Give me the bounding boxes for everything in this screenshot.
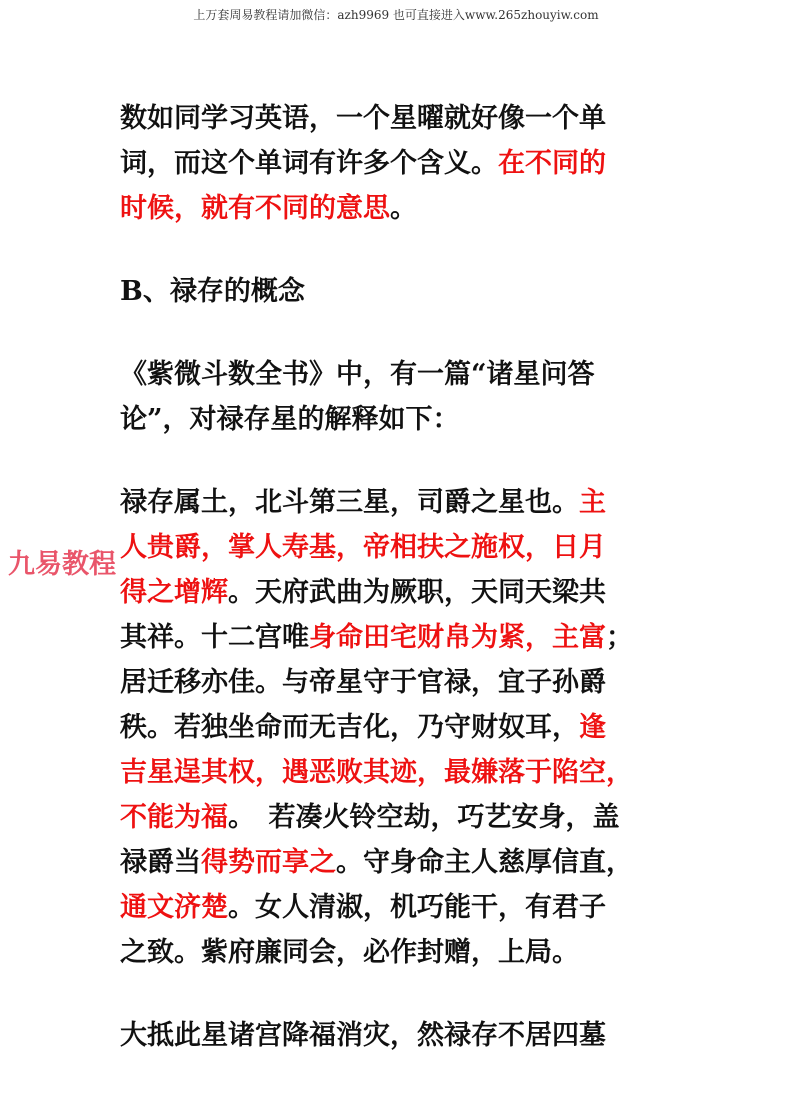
- paragraph-gap: [120, 442, 680, 480]
- body-text: 秩。若独坐命而无吉化，乃守财奴耳，: [120, 712, 579, 743]
- highlighted-text: 得之增辉: [120, 577, 228, 608]
- page-header: 上万套周易教程请加微信：azh9969 也可直接进入www.265zhouyiw.com: [193, 8, 599, 22]
- watermark: 九易教程: [8, 549, 116, 580]
- body-text: 《紫微斗数全书》中，有一篇“诸星问答: [120, 359, 595, 390]
- body-text: ；: [606, 622, 633, 653]
- highlighted-text: 主: [579, 487, 606, 518]
- text-line: [120, 795, 680, 840]
- body-text: 其祥。十二宫唯: [120, 622, 309, 653]
- highlighted-text: 不能为福: [120, 802, 228, 833]
- body-text: 禄爵当: [120, 847, 201, 878]
- text-line: [120, 96, 680, 141]
- text-line: [120, 352, 680, 397]
- body-text: B、禄存的概念: [120, 276, 305, 307]
- paragraph-gap: [120, 231, 680, 269]
- body-text: 。: [390, 193, 417, 224]
- highlighted-text: 身命田宅财帛为紧，主富: [309, 622, 606, 653]
- document-body: [120, 96, 680, 1058]
- text-line: [120, 705, 680, 750]
- body-text: 数如同学习英语，一个星曜就好像一个单: [120, 103, 606, 134]
- text-line: [120, 480, 680, 525]
- body-text: 词，而这个单词有许多个含义。: [120, 148, 498, 179]
- text-line: [120, 840, 680, 885]
- body-text: 禄存属土，北斗第三星，司爵之星也。: [120, 487, 579, 518]
- highlighted-text: 得势而享之: [201, 847, 336, 878]
- paragraph-gap: [120, 975, 680, 1013]
- text-line: [120, 930, 680, 975]
- text-line: [120, 141, 680, 186]
- body-text: 论”，对禄存星的解释如下：: [120, 404, 460, 435]
- text-line: [120, 1013, 680, 1058]
- text-line: [120, 885, 680, 930]
- text-line: [120, 186, 680, 231]
- body-text: 。守身命主人慈厚信直，: [336, 847, 633, 878]
- body-text: 。女人清淑，机巧能干，有君子: [228, 892, 606, 923]
- text-line: [120, 525, 680, 570]
- highlighted-text: 通文济楚: [120, 892, 228, 923]
- highlighted-text: 时候，就有不同的意思: [120, 193, 390, 224]
- highlighted-text: 逢: [579, 712, 606, 743]
- highlighted-text: 吉星逞其权，遇恶败其迹，最嫌落于陷空，: [120, 757, 633, 788]
- highlighted-text: 在不同的: [498, 148, 606, 179]
- text-line: [120, 660, 680, 705]
- body-text: 。天府武曲为厥职，天同天梁共: [228, 577, 606, 608]
- body-text: 居迁移亦佳。与帝星守于官禄，宜子孙爵: [120, 667, 606, 698]
- text-line: [120, 615, 680, 660]
- body-text: 大抵此星诸宫降福消灾，然禄存不居四墓: [120, 1020, 606, 1051]
- highlighted-text: 人贵爵，掌人寿基，帝相扶之施权，日月: [120, 532, 606, 563]
- body-text: 之致。紫府廉同会，必作封赠，上局。: [120, 937, 579, 968]
- paragraph-gap: [120, 314, 680, 352]
- text-line: [120, 269, 680, 314]
- text-line: [120, 750, 680, 795]
- text-line: [120, 570, 680, 615]
- body-text: 。 若凑火铃空劫，巧艺安身，盖: [228, 802, 620, 833]
- text-line: [120, 397, 680, 442]
